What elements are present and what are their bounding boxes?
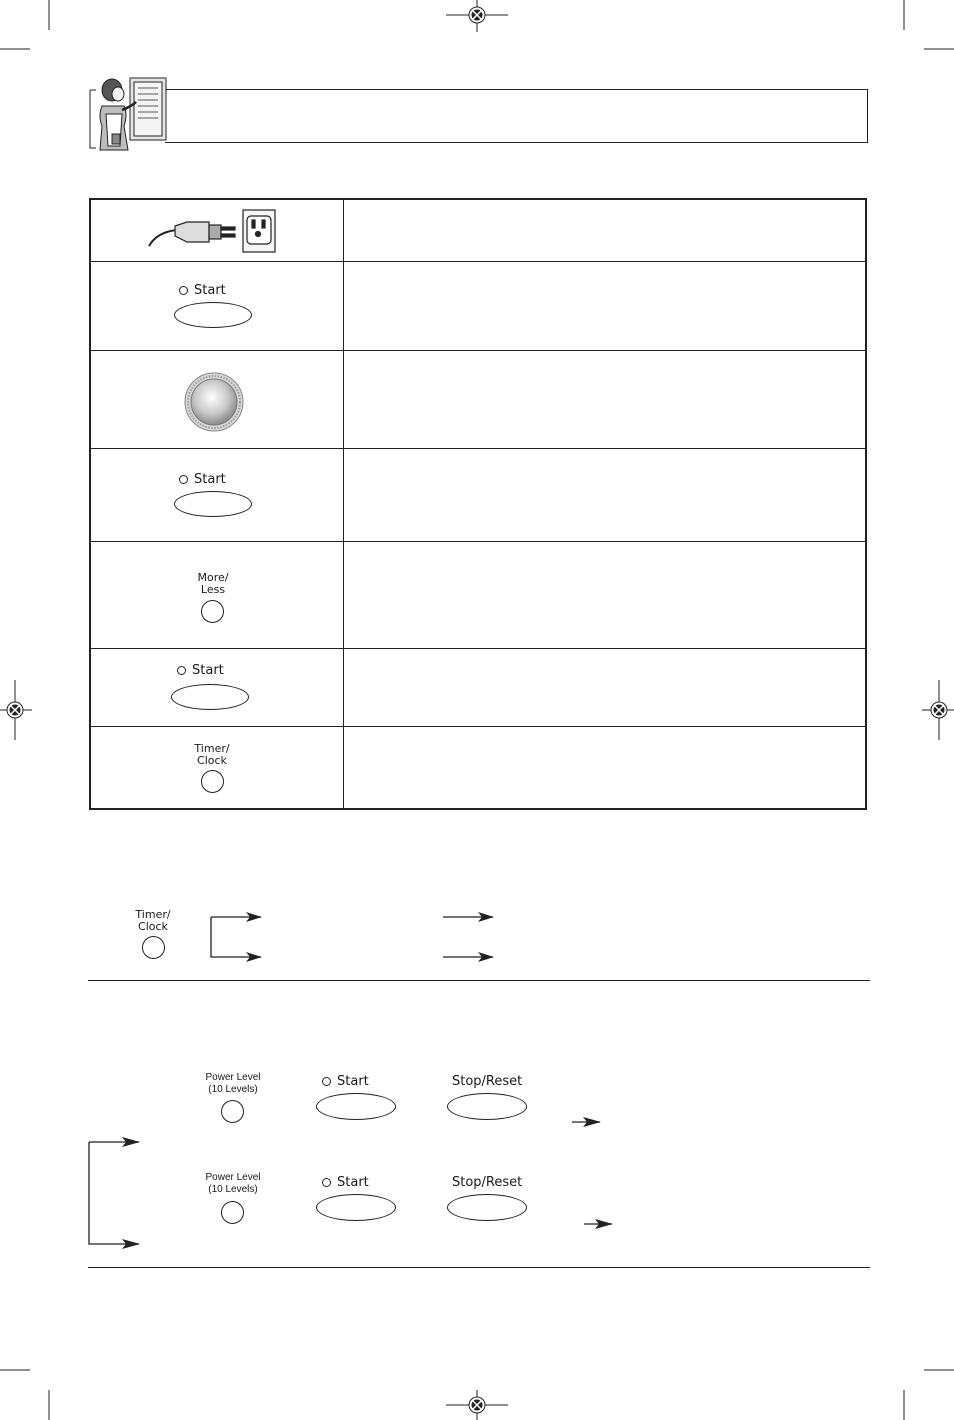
step-text-6 (344, 648, 867, 726)
indicator-light-icon (179, 475, 188, 484)
start-button[interactable] (174, 491, 252, 517)
step-text-5 (344, 541, 867, 648)
power-level-label: Power Level (10 Levels) (205, 1172, 261, 1195)
steps-table (89, 198, 867, 810)
start-label: Start (322, 1075, 369, 1088)
section-divider (88, 1267, 870, 1268)
indicator-light-icon (322, 1077, 331, 1086)
start-button[interactable] (171, 684, 249, 710)
indicator-light-icon (179, 286, 188, 295)
timer-clock-label: Timer/ Clock (194, 741, 230, 767)
start-label: Start (179, 284, 226, 297)
timer-clock-button[interactable] (201, 770, 224, 793)
more-less-label: More/ Less (197, 570, 229, 596)
flow-arrows (205, 905, 505, 967)
registration-mark-icon (0, 680, 32, 740)
start-label: Start (322, 1176, 369, 1189)
stop-reset-label: Stop/Reset (452, 1175, 523, 1190)
table-row (90, 261, 866, 350)
step-text-3 (344, 350, 867, 448)
start-label: Start (177, 664, 224, 677)
registration-mark-icon (922, 680, 954, 740)
registration-mark-icon (446, 1390, 508, 1420)
timer-clock-button[interactable] (142, 936, 165, 959)
step-text-2 (344, 261, 867, 350)
indicator-light-icon (177, 666, 186, 675)
more-less-button[interactable] (201, 600, 224, 623)
table-row (90, 726, 866, 809)
start-label: Start (179, 473, 226, 486)
start-button[interactable] (174, 302, 252, 328)
table-row (90, 448, 866, 541)
header-banner (165, 89, 868, 143)
table-row (90, 648, 866, 726)
power-level-label: Power Level (10 Levels) (205, 1072, 261, 1095)
flow-arrows (84, 1110, 624, 1260)
table-row (90, 350, 866, 448)
dial-knob-icon[interactable] (184, 372, 244, 432)
registration-mark-icon (446, 0, 508, 32)
step-text-7 (344, 726, 867, 809)
stop-reset-label: Stop/Reset (452, 1074, 523, 1089)
table-row (90, 199, 866, 261)
step-text-4 (344, 448, 867, 541)
timer-clock-label: Timer/ Clock (135, 908, 171, 933)
plug-outlet-icon (147, 208, 277, 254)
section-divider (88, 980, 870, 981)
step-text-1 (344, 199, 867, 261)
woman-at-control-panel-icon (88, 76, 170, 152)
table-row (90, 541, 866, 648)
